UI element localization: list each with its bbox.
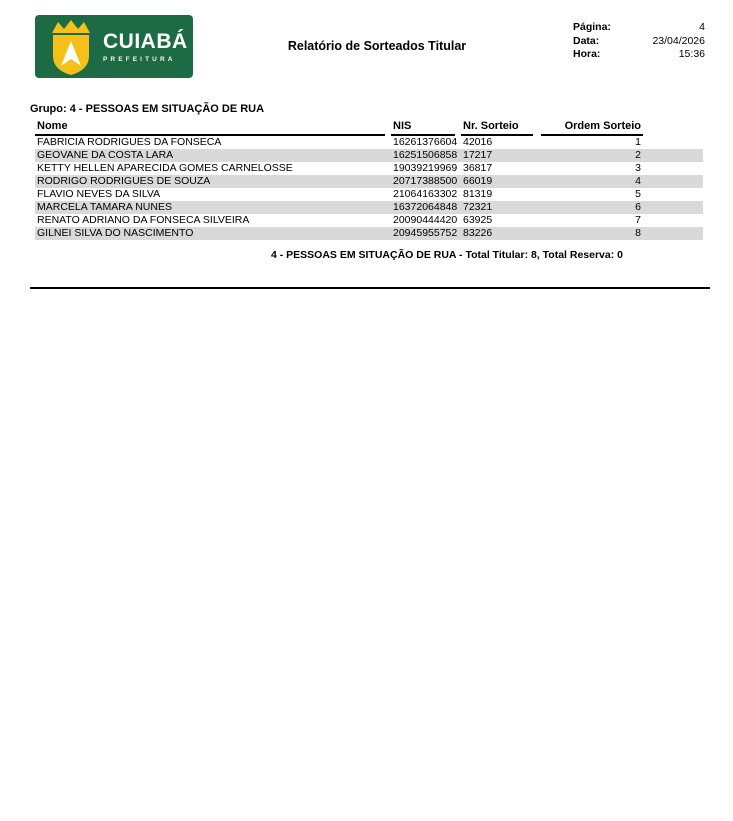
logo-title: CUIABÁ	[103, 29, 188, 53]
row-nr-sorteio-cell: 17217	[463, 149, 493, 161]
row-nis-cell: 19039219969	[393, 162, 458, 174]
group-heading: Grupo: 4 - PESSOAS EM SITUAÇÃO DE RUA	[30, 103, 265, 115]
row-nis-cell: 20090444420	[393, 214, 458, 226]
row-spacer-cell	[643, 227, 703, 240]
row-ordem-sorteio-cell: 6	[635, 201, 641, 213]
table-row	[35, 175, 703, 188]
row-spacer-cell	[643, 162, 703, 175]
row-ordem-sorteio-cell: 8	[635, 227, 641, 239]
date-line	[573, 35, 705, 49]
row-nr-sorteio-cell: 42016	[463, 136, 493, 148]
row-nr-sorteio-cell: 81319	[463, 188, 493, 200]
row-nr-sorteio-cell: 83226	[463, 227, 493, 239]
row-nr-sorteio-cell: 63925	[463, 214, 493, 226]
row-nis-cell: 20717388500	[393, 175, 458, 187]
date-value: 23/04/2026	[652, 34, 705, 47]
row-nome-cell: GEOVANE DA COSTA LARA	[37, 149, 174, 161]
row-ordem-sorteio-cell: 7	[635, 214, 641, 226]
row-nome-cell: FLAVIO NEVES DA SILVA	[37, 188, 161, 200]
page-number-line	[573, 21, 705, 35]
row-nome-cell: RENATO ADRIANO DA FONSECA SILVEIRA	[37, 214, 250, 226]
time-line	[573, 48, 705, 62]
row-ordem-sorteio-cell: 3	[635, 162, 641, 174]
row-nr-sorteio-cell: 72321	[463, 201, 493, 213]
column-header-nis: NIS	[391, 120, 455, 136]
page-number-value: 4	[699, 21, 705, 33]
group-total-summary: 4 - PESSOAS EM SITUAÇÃO DE RUA - Total Titular: 8, Total Reserva: 0	[270, 249, 623, 261]
row-ordem-sorteio-cell: 4	[635, 175, 641, 187]
row-ordem-sorteio-cell: 1	[635, 136, 641, 148]
crown-shape	[52, 20, 90, 33]
row-nome-cell: GILNEI SILVA DO NASCIMENTO	[37, 227, 194, 239]
table-row	[35, 188, 703, 201]
row-spacer-cell	[643, 149, 703, 162]
row-nome-cell: FABRICIA RODRIGUES DA FONSECA	[37, 136, 222, 148]
date-label: Data:	[573, 34, 600, 47]
row-nome-cell: MARCELA TAMARA NUNES	[37, 201, 172, 213]
page-number-label: Página:	[573, 21, 611, 33]
table-row	[35, 227, 703, 240]
row-nr-sorteio-cell: 66019	[463, 175, 493, 187]
row-nis-cell: 16372064848	[393, 201, 458, 213]
row-nis-cell: 16251506858	[393, 149, 458, 161]
logo-subtitle: PREFEITURA	[103, 55, 176, 63]
row-nome-cell: RODRIGO RODRIGUES DE SOUZA	[37, 175, 211, 187]
table-body	[35, 136, 703, 240]
table-row	[35, 201, 703, 214]
row-nis-cell: 16261376604	[393, 136, 458, 148]
column-header-nome: Nome	[35, 120, 385, 136]
row-nis-cell: 20945955752	[393, 227, 458, 239]
row-nis-cell: 21064163302	[393, 188, 458, 200]
row-ordem-sorteio-cell: 2	[635, 149, 641, 161]
row-spacer-cell	[643, 201, 703, 214]
table-header-row	[35, 120, 703, 136]
row-nr-sorteio-cell: 36817	[463, 162, 493, 174]
bottom-divider	[30, 287, 710, 289]
row-spacer-cell	[643, 188, 703, 201]
row-spacer-cell	[643, 136, 703, 149]
column-header-nr-sorteio: Nr. Sorteio	[461, 120, 533, 136]
page-info-block	[573, 21, 705, 62]
time-value: 15:36	[678, 48, 705, 60]
row-spacer-cell	[643, 214, 703, 227]
row-nome-cell: KETTY HELLEN APARECIDA GOMES CARNELOSSE	[37, 162, 293, 174]
table-row	[35, 136, 703, 149]
column-header-ordem-sorteio: Ordem Sorteio	[541, 120, 643, 136]
sorteados-table	[35, 120, 703, 240]
table-row	[35, 214, 703, 227]
row-spacer-cell	[643, 175, 703, 188]
time-label: Hora:	[573, 48, 601, 60]
table-row	[35, 162, 703, 175]
row-ordem-sorteio-cell: 5	[635, 188, 641, 200]
column-header-spacer	[643, 120, 703, 136]
report-title: Relatório de Sorteados Titular	[287, 39, 467, 53]
table-row	[35, 149, 703, 162]
